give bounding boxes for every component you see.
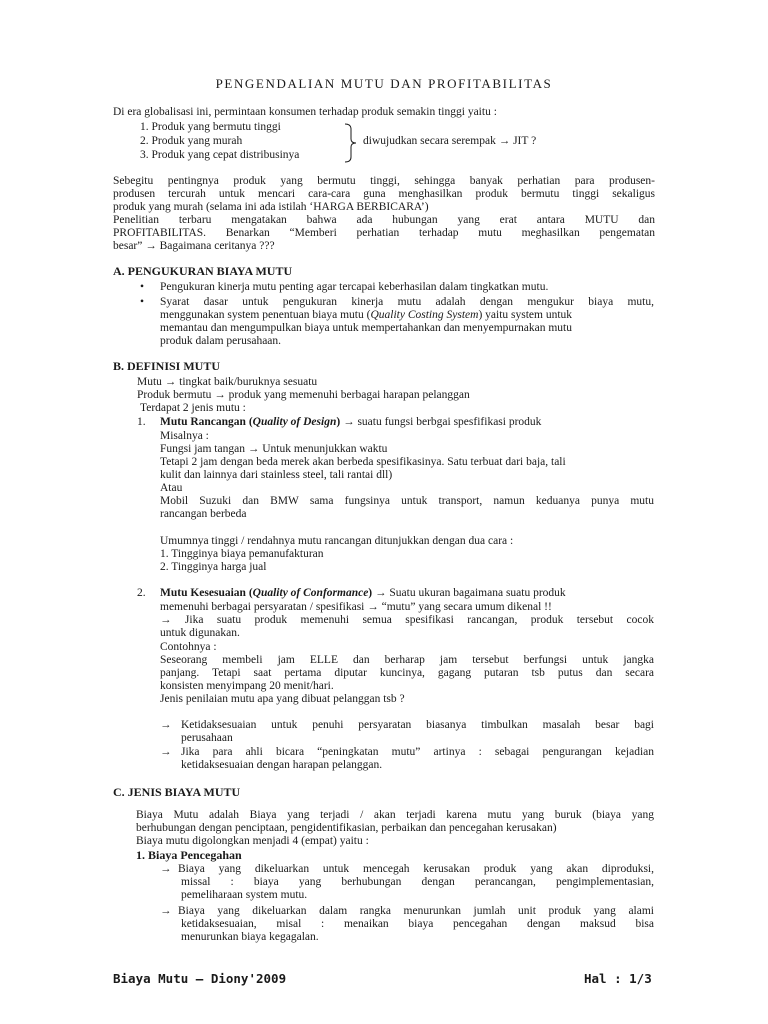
sub-list-item: 2. Tingginya harga jual [160, 561, 267, 573]
body-line: Biaya mutu digolongkan menjadi 4 (empat) yaitu : [136, 835, 369, 847]
body-line: Biaya Mutu adalah Biaya yang terjadi / akan terjadi karena mutu yang buruk (biaya yang [136, 809, 654, 821]
section-a-heading: A. PENGUKURAN BIAYA MUTU [113, 264, 293, 278]
body-line: memenuhi berbagai persyaratan / spesifikasi → “mutu” yang secara umum dikenal !! [160, 601, 552, 613]
body-line: panjang. Tetapi saat pertama diputar kuncinya, gagang putaran tsb putus dan secara [160, 667, 654, 679]
body-line: Contohnya : [160, 641, 217, 653]
arrow-point: Biaya yang dikeluarkan dalam rangka menurunkan jumlah unit produk yang alami [178, 905, 654, 917]
body-line: Tetapi 2 jam dengan beda merek akan berbeda spesifikasinya. Satu terbuat dari baja, tali [160, 456, 566, 468]
body-line: → Jika suatu produk memenuhi semua spesifikasi rancangan, produk tersebut cocok [160, 614, 654, 626]
bullet-icon: • [140, 296, 145, 308]
intro-lead: Di era globalisasi ini, permintaan konsumen terhadap produk semakin tinggi yaitu : [113, 106, 497, 118]
mutu-kesesuaian-heading: Mutu Kesesuaian (Quality of Conformance) → Suatu ukuran bagaimana suatu produk [160, 587, 566, 599]
arrow-icon: → [160, 863, 172, 875]
intro-item: 3. Produk yang cepat distribusinya [140, 149, 300, 161]
section-b-heading: B. DEFINISI MUTU [113, 359, 221, 373]
bullet-text: produk dalam perusahaan. [160, 335, 282, 347]
paragraph-line: produsen tercurah untuk mencari cara-cara guna menghasilkan produk bermutu tinggi sekaligus [113, 188, 655, 200]
arrow-point: Ketidaksesuaian untuk penuhi persyaratan biasanya timbulkan masalah besar bagi [181, 719, 654, 731]
intro-brace-text: diwujudkan secara serempak → JIT ? [363, 135, 537, 147]
curly-brace-icon [342, 123, 362, 163]
body-line: konsisten menyimpang 20 menit/hari. [160, 680, 334, 692]
page-title: PENGENDALIAN MUTU DAN PROFITABILITAS [215, 76, 553, 91]
bullet-text: Pengukuran kinerja mutu penting agar tercapai keberhasilan dalam tingkatkan mutu. [160, 281, 549, 293]
body-line: kulit dan lainnya dari stainless steel, tali rantai dll) [160, 469, 393, 481]
arrow-point: missal : biaya yang berhubungan dengan perancangan, pengimplementasian, [181, 876, 654, 888]
biaya-pencegahan-heading: 1. Biaya Pencegahan [136, 848, 242, 862]
arrow-icon: → [160, 905, 172, 917]
body-line: rancangan berbeda [160, 508, 247, 520]
definition-line: Mutu → tingkat baik/buruknya sesuatu [137, 376, 318, 388]
arrow-point: Jika para ahli bicara “peningkatan mutu” artinya : sebagai pengurangan kejadian [181, 746, 654, 758]
arrow-icon: → [160, 719, 172, 731]
intro-item: 1. Produk yang bermutu tinggi [140, 121, 281, 133]
definition-line: Produk bermutu → produk yang memenuhi berbagai harapan pelanggan [137, 389, 470, 401]
footer-left: Biaya Mutu – Diony'2009 [113, 971, 287, 986]
body-line: untuk digunakan. [160, 627, 240, 639]
paragraph-line: produk yang murah (selama ini ada istilah ‘HARGA BERBICARA’) [113, 201, 429, 213]
paragraph-line: Sebegitu pentingnya produk yang bermutu tinggi, sehingga banyak perhatian para produsen- [113, 175, 655, 187]
intro-item: 2. Produk yang murah [140, 135, 243, 147]
footer-page-number: Hal : 1/3 [584, 971, 652, 986]
body-line: Fungsi jam tangan → Untuk menunjukkan waktu [160, 443, 388, 455]
body-line: Misalnya : [160, 430, 209, 442]
arrow-point: Biaya yang dikeluarkan untuk mencegah kerusakan produk yang akan diproduksi, [178, 863, 654, 875]
definition-line: Terdapat 2 jenis mutu : [140, 402, 246, 414]
arrow-icon: → [160, 746, 172, 758]
sub-list-item: 1. Tingginya biaya pemanufakturan [160, 548, 324, 560]
body-line: Atau [160, 482, 183, 494]
paragraph-line: PROFITABILITAS. Benarkan “Memberi perhatian terhadap mutu meghasilkan pengematan [113, 227, 655, 239]
body-line: Jenis penilaian mutu apa yang dibuat pelanggan tsb ? [160, 693, 405, 705]
body-line: Mobil Suzuki dan BMW sama fungsinya untuk transport, namun keduanya punya mutu [160, 495, 654, 507]
body-line: berhubungan dengan penciptaan, pengidentifikasian, perbaikan dan pencegahan kerusakan) [136, 822, 557, 834]
list-number: 1. [137, 416, 146, 428]
mutu-rancangan-heading: Mutu Rancangan (Quality of Design) → suatu fungsi berbgai spesfifikasi produk [160, 416, 542, 428]
body-line: Umumnya tinggi / rendahnya mutu rancangan ditunjukkan dengan dua cara : [160, 535, 514, 547]
paragraph-line: besar” → Bagaimana ceritanya ??? [113, 240, 275, 252]
arrow-point: ketidaksesuaian, misal : menaikan biaya pencegahan dengan maksud bisa [181, 918, 654, 930]
section-c-heading: C. JENIS BIAYA MUTU [113, 785, 241, 799]
arrow-point: ketidaksesuaian dengan harapan pelanggan. [181, 759, 383, 771]
arrow-point: pemeliharaan system mutu. [181, 889, 308, 901]
bullet-text: menggunakan system penentuan biaya mutu (Quality Costing System) yaitu system untuk [160, 309, 573, 321]
bullet-text: memantau dan mengumpulkan biaya untuk mempertahankan dan menyempurnakan mutu [160, 322, 572, 334]
paragraph-line: Penelitian terbaru mengatakan bahwa ada hubungan yang erat antara MUTU dan [113, 214, 655, 226]
arrow-point: perusahaan [181, 732, 233, 744]
arrow-point: menurunkan biaya kegagalan. [181, 931, 319, 943]
bullet-icon: • [140, 281, 145, 293]
bullet-text: Syarat dasar untuk pengukuran kinerja mutu adalah dengan mengukur biaya mutu, [160, 296, 654, 308]
list-number: 2. [137, 587, 146, 599]
body-line: Seseorang membeli jam ELLE dan berharap jam tersebut berfungsi untuk jangka [160, 654, 654, 666]
